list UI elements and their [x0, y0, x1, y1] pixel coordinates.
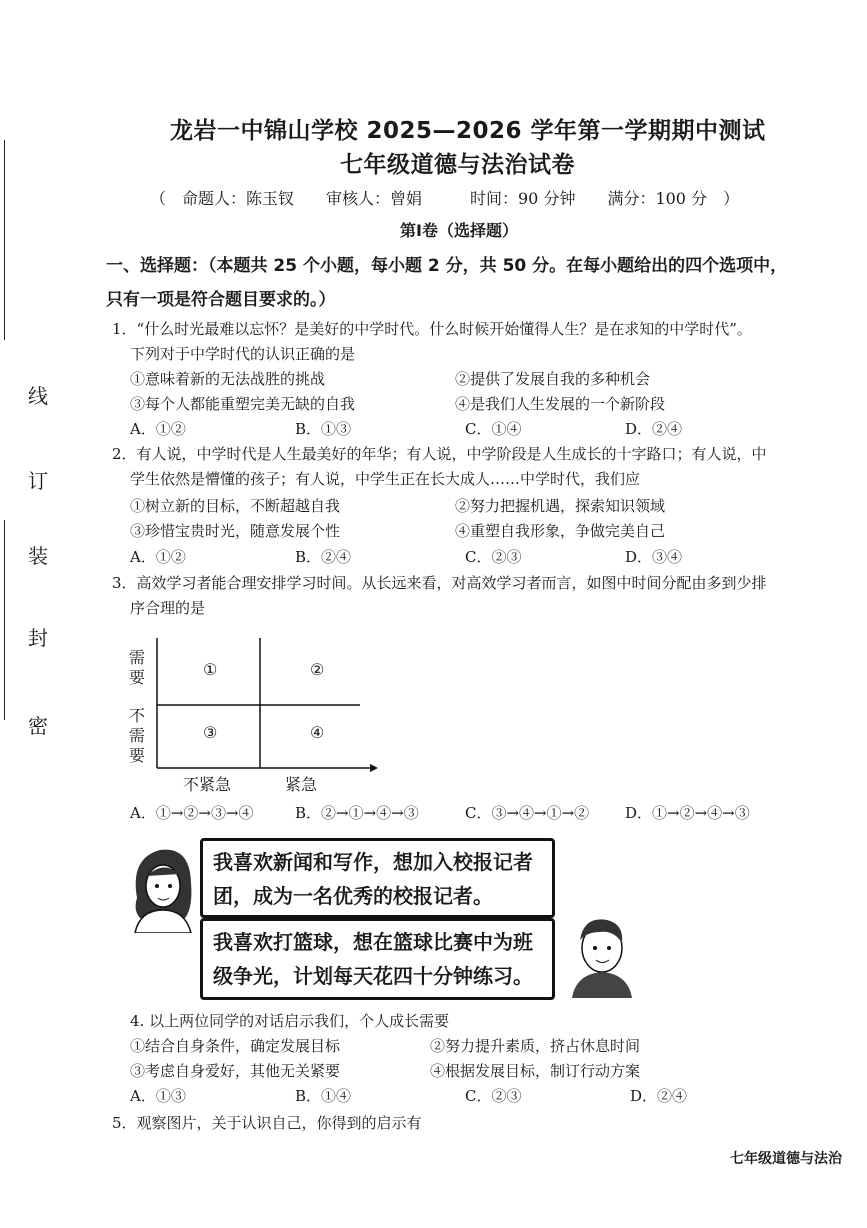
binding-char-xian: 线	[28, 384, 48, 408]
q1-option-b: B．①③	[295, 420, 352, 438]
exam-meta: （ 命题人：陈玉钗 审核人：曾娟 时间：90 分钟 满分：100 分 ）	[150, 189, 740, 208]
boy-illustration	[562, 908, 642, 998]
binding-char-zhuang: 装	[28, 544, 48, 568]
q1-option-a: A．①②	[130, 420, 186, 438]
q2-stem-line2: 学生依然是懵懂的孩子；有人说，中学生正在长大成人……中学时代，我们应	[130, 470, 641, 488]
q1-option-d: D．②④	[625, 420, 683, 438]
q1-statement-4: ④是我们人生发展的一个新阶段	[455, 395, 666, 413]
q4-statement-3: ③考虑自身爱好，其他无关紧要	[130, 1062, 341, 1080]
exam-title: 龙岩一中锦山学校 2025—2026 学年第一学期期中测试	[170, 118, 766, 144]
quadrant-2: ②	[310, 660, 325, 679]
q4-statement-1: ①结合自身条件，确定发展目标	[130, 1037, 341, 1055]
q4-stem: 4. 以上两位同学的对话启示我们，个人成长需要	[130, 1012, 450, 1030]
quadrant-3: ③	[203, 723, 218, 742]
q4-statement-4: ④根据发展目标，制订行动方案	[430, 1062, 641, 1080]
footer-subject: 七年级道德与法治	[730, 1151, 842, 1167]
girl-speech-bubble: 我喜欢新闻和写作，想加入校报记者团，成为一名优秀的校报记者。	[200, 838, 555, 918]
q1-stem-line1: 1．“什么时光最难以忘怀？是美好的中学时代。什么时候开始懂得人生？是在求知的中学时代”。	[112, 320, 752, 338]
q4-option-c: C．②③	[465, 1087, 522, 1105]
q4-option-a: A．①③	[130, 1087, 186, 1105]
q5-stem: 5．观察图片，关于认识自己，你得到的启示有	[112, 1114, 422, 1132]
y-label-no-need: 不需要	[129, 706, 146, 765]
binding-line-lower	[4, 520, 5, 720]
boy-speech-bubble: 我喜欢打篮球，想在篮球比赛中为班级争光，计划每天花四十分钟练习。	[200, 918, 555, 1000]
q1-statement-3: ③每个人都能重塑完美无缺的自我	[130, 395, 356, 413]
q1-option-c: C．①④	[465, 420, 522, 438]
quadrant-axes	[125, 630, 385, 800]
binding-char-ding: 订	[28, 469, 48, 493]
q2-statement-4: ④重塑自我形象，争做完美自己	[455, 522, 666, 540]
q1-stem-line2: 下列对于中学时代的认识正确的是	[130, 345, 356, 363]
x-label-urgent: 紧急	[285, 775, 318, 794]
binding-char-mi: 密	[28, 714, 48, 738]
section-heading-line1: 一、选择题：（本题共 25 个小题，每小题 2 分，共 50 分。在每小题给出的四个选项中，	[106, 256, 788, 276]
binding-char-feng: 封	[28, 626, 48, 650]
q4-option-b: B．①④	[295, 1087, 352, 1105]
q1-statement-2: ②提供了发展自我的多种机会	[455, 370, 651, 388]
q3-option-d: D．①→②→④→③	[625, 804, 750, 822]
binding-line-upper	[4, 140, 5, 340]
q2-statement-2: ②努力把握机遇，探索知识领域	[455, 497, 666, 515]
time-quadrant-diagram	[125, 630, 385, 800]
q2-stem-line1: 2．有人说，中学时代是人生最美好的年华；有人说，中学阶段是人生成长的十字路口；有人说，中	[112, 445, 767, 463]
q2-option-a: A．①②	[130, 548, 186, 566]
q3-stem-line1: 3．高效学习者能合理安排学习时间。从长远来看，对高效学习者而言，如图中时间分配由多到少排	[112, 574, 767, 592]
x-label-not-urgent: 不紧急	[183, 775, 232, 794]
q2-option-c: C．②③	[465, 548, 522, 566]
q2-statement-3: ③珍惜宝贵时光，随意发展个性	[130, 522, 341, 540]
q2-option-b: B．②④	[295, 548, 352, 566]
quadrant-1: ①	[203, 660, 218, 679]
quadrant-4: ④	[310, 723, 325, 742]
q4-option-d: D．②④	[630, 1087, 688, 1105]
q4-statement-2: ②努力提升素质，挤占休息时间	[430, 1037, 641, 1055]
q3-option-a: A．①→②→③→④	[130, 804, 254, 822]
girl-illustration	[125, 838, 200, 933]
q1-statement-1: ①意味着新的无法战胜的挑战	[130, 370, 326, 388]
q3-option-b: B．②→①→④→③	[295, 804, 419, 822]
y-label-need: 需要	[129, 648, 146, 687]
exam-subtitle: 七年级道德与法治试卷	[340, 152, 575, 178]
q2-statement-1: ①树立新的目标，不断超越自我	[130, 497, 341, 515]
q3-stem-line2: 序合理的是	[130, 599, 206, 617]
q3-option-c: C．③→④→①→②	[465, 804, 590, 822]
volume-heading: 第Ⅰ卷（选择题）	[400, 221, 518, 240]
section-heading-line2: 只有一项是符合题目要求的。）	[106, 290, 336, 310]
q2-option-d: D．③④	[625, 548, 683, 566]
